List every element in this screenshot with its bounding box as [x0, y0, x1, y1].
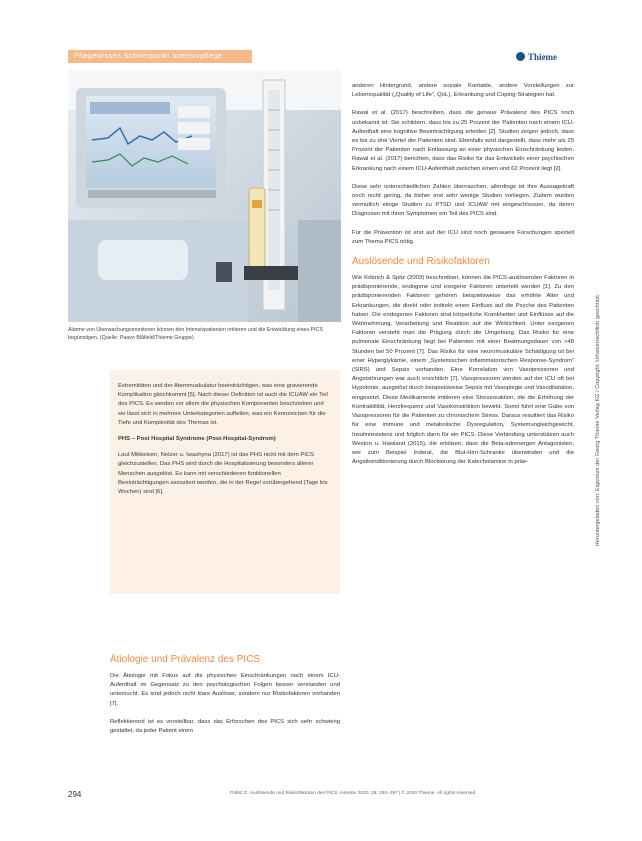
section-heading: Auslösende und Risikofaktoren [352, 256, 490, 268]
figure-caption: Alarme von Überwachungsmonitoren können den Intensivpatienten irritieren und die Entwicklung eines PICS begünstigen. (Quelle: Paavo Blåfield/Thieme Gruppe) [68, 327, 323, 342]
body-paragraph: anderen Hintergrund, andere soziale Kontakte, andere Vorstellungen zur Lebensqualität („Quality of Life“, QoL), Erkrankung und Coping-Strategien hat. [352, 83, 574, 99]
logo-icon [516, 52, 525, 61]
footer-citation: Pabst G. Auslösende und Risikofaktoren des PICS. intensiv 2020; 28: 292–297 | © 2020 Thieme. All rights reserved. [230, 791, 477, 796]
section-heading: Ätiologie und Prävalenz des PICS [110, 654, 261, 665]
info-box-paragraph: Extremitäten und der Atemmuskulatur beeinträchtigen, was eine gravierende Komplikation gleichkommt [5]. Nach dieser Definition ist auch die ICUAW ein Teil des PICS. Es werden vor allem die physischen Komponenten beschrieben und sie lässt sich in mehrere Unterkategorien aufteilen, was ein Kennzeichen für die Tiefe und Komplexität des Themas ist. [118, 383, 328, 426]
right-column [352, 82, 574, 476]
body-paragraph: Wie Köbrich & Spitz (2003) beschreiben, können die PICS-auslösenden Faktoren in prädisponierende, endogene und exogene Faktoren unterteilt werden [1]. Zu den prädisponierenden Faktoren gehören beispielsweise das erhöhte Alter und Erkrankungen, die direkt oder indirekt einen Einfluss auf die Psyche des Patienten haben. Die endogenen Faktoren sind körperliche Krankheiten und Einflüsse auf die Wahrnehmung, Verarbeitung und Reaktion auf die Wirklichkeit. Unter exogenen Faktoren versteht man die Prägung durch die Umgebung. Das Risiko für eine pulmonale Einschränkung liegt bei Patienten mit einer Beatmungsdauer von >48 Stunden bei 50 Prozent [7]. Das Risiko für eine neuromuskuläre Schädigung ist bei einer Hyperglykämie, einem „Systemischen inflammatorischen Response-Syndrom“ (SIRS) und Sepsis vorhanden. Eine Korrelation von Vasopressoren und Angststörungen war auch ersichtlich [7]. Vasopressoren werden auf der ICU oft bei Hypotonie, ausgelöst durch beispielsweise Sepsis mit Vasoplegie und Vasodilatation, eingesetzt. Diese Medikamente imitieren eine Stressreaktion, die die Erhöhung der Kontraktilität, Herzfrequenz und Vasokonstriktion bewirkt. Somit führt eine Gabe von Vasopressoren für die Patienten zu chronischem Stress. Daraus resultiert das Risiko für eine immune und metabolische Dysregulation, Systemungleichgewicht, Insulinresistenz und folglich dann für ein PICS. Diese Verbindung unterstützen auch Weston u. Hawland (2015), die erklären, dass die Beta-adrenergen Antagonisten, wie zum Beispiel Inderal, die Blut-Hirn-Schranke überwinden und die Angstkonditionierung durch Blockierung der Katecholamine in präe- [352, 275, 574, 466]
left-column [110, 652, 340, 745]
body-paragraph: Reflektierend ist es vorstellbar, dass das Erforschen des PICS sich sehr schwierig gestaltet, da jeder Patient einen [110, 718, 340, 735]
info-box-paragraph: Laut Mikkelsen, Netzer u. Iwashyna (2017) ist das PHS nicht mit dem PICS gleichzustellen. Das PHS wird durch die Hospitalisierung besonders älterer Menschen ausgelöst. Es kann mit verschiedenen funktionellen Beeinträchtigungen assoziiert werden, die in der Regel vorübergehend (Tage bis Wochen) sind [6]. [118, 452, 328, 496]
section-label: Pflegewissen Schwerpunkt Intensivpflege [68, 50, 252, 63]
info-box-term: PHS – Post Hospital Syndrome (Post-Hospital-Syndrom) [118, 436, 276, 443]
body-paragraph: Die Ätiologie mit Fokus auf die physischen Einschränkungen nach einem ICU-Aufenthalt im Gegensatz zu den psychologischen Folgen besser verstanden und untersucht. Es sind jedoch nicht klare Auslöser, sondern nur Risikofaktoren vorhanden [7]. [110, 673, 340, 707]
body-paragraph: Für die Prävention ist erst auf der ICU sind noch genauere Forschungen speziell zum Thema PICS nötig. [352, 229, 574, 245]
body-paragraph: Rawal et al. (2017) beschreiben, dass die genaue Prävalenz des PICS noch unbekannt ist. Sie schildern, dass bis zu 25 Prozent der Patienten nach einem ICU-Aufenthalt eine kognitive Beeinträchtigung erleiden [2]. Studien zeigen jedoch, dass es bis zu drei Viertel der Patienten sind. Ebenfalls wird dargestellt, dass mehr als 25 Prozent der Patienten nach Entlassung an einer physischen Einschränkung leiden. Rawal et al. (2017) berichten, dass das Risiko für das Entwickeln einer psychischen Erkrankung nach einem ICU-Aufenthalt zwischen einem und 62 Prozent liegt [2]. [352, 110, 574, 172]
download-watermark: Heruntergeladen von: Eigentum der Georg Thieme Verlag KG / Copyright. Urheberrechtlich geschützt. [595, 293, 601, 547]
publisher-logo [516, 50, 557, 63]
info-box [110, 370, 340, 594]
logo-text: Thieme [528, 51, 557, 62]
icu-monitor-photo [68, 70, 341, 322]
page-number: 294 [68, 790, 82, 799]
body-paragraph: Diese sehr unterschiedlichen Zahlen überraschen, allerdings ist ihre Aussagekraft noch recht gering, da bisher erst sehr wenige Studien vorliegen. Zudem wurden vermutlich einige Studien zu PTSD und ICUAW mit eingeschlossen, da deren Diagnosen mit ihren Symptomen ein Teil des PICS sind. [352, 183, 574, 218]
